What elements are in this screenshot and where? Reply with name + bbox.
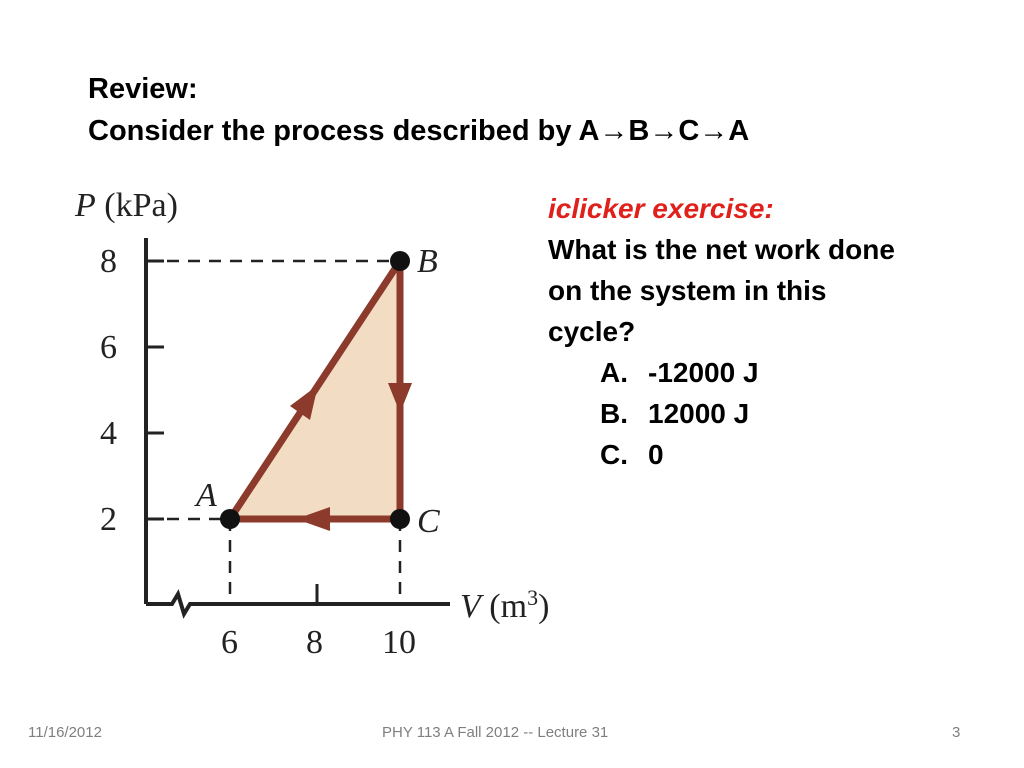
option-b: B. 12000 J (600, 398, 750, 429)
point-label-c: C (417, 503, 440, 540)
x-axis-label: V $(m^3)$ (460, 585, 550, 625)
point-a (220, 509, 240, 529)
question-text-1: What is the net work done (548, 234, 895, 265)
point-label-b: B (417, 243, 438, 280)
y-tick-label-8: 8 (100, 243, 117, 280)
question-heading: iclicker exercise: (548, 193, 774, 224)
pv-diagram (60, 170, 600, 670)
point-b (390, 251, 410, 271)
point-c (390, 509, 410, 529)
title-line-process: Consider the process described by A→B→C→A (88, 115, 750, 147)
x-tick-label-6: 6 (221, 624, 238, 661)
y-axis-label: P (kPa) (75, 187, 178, 224)
footer-page-number: 3 (952, 724, 961, 741)
x-tick-label-8: 8 (306, 624, 323, 661)
question-text-3: cycle? (548, 316, 636, 347)
point-label-a: A (196, 477, 217, 514)
y-tick-label-6: 6 (100, 329, 117, 366)
y-tick-label-2: 2 (100, 501, 117, 538)
question-text-2: on the system in this (548, 275, 827, 306)
option-c: C. 0 (600, 439, 664, 470)
y-ticks (146, 261, 164, 519)
question-block (548, 188, 895, 475)
x-tick-label-10: 10 (382, 624, 416, 661)
footer-date: 11/16/2012 (28, 724, 102, 741)
footer-course: PHY 113 A Fall 2012 -- Lecture 31 (382, 724, 609, 741)
title-line-review: Review: (88, 73, 198, 105)
slide-title (88, 68, 749, 152)
y-tick-label-4: 4 (100, 415, 117, 452)
option-a: A. -12000 J (600, 357, 759, 388)
x-axis (146, 594, 450, 614)
